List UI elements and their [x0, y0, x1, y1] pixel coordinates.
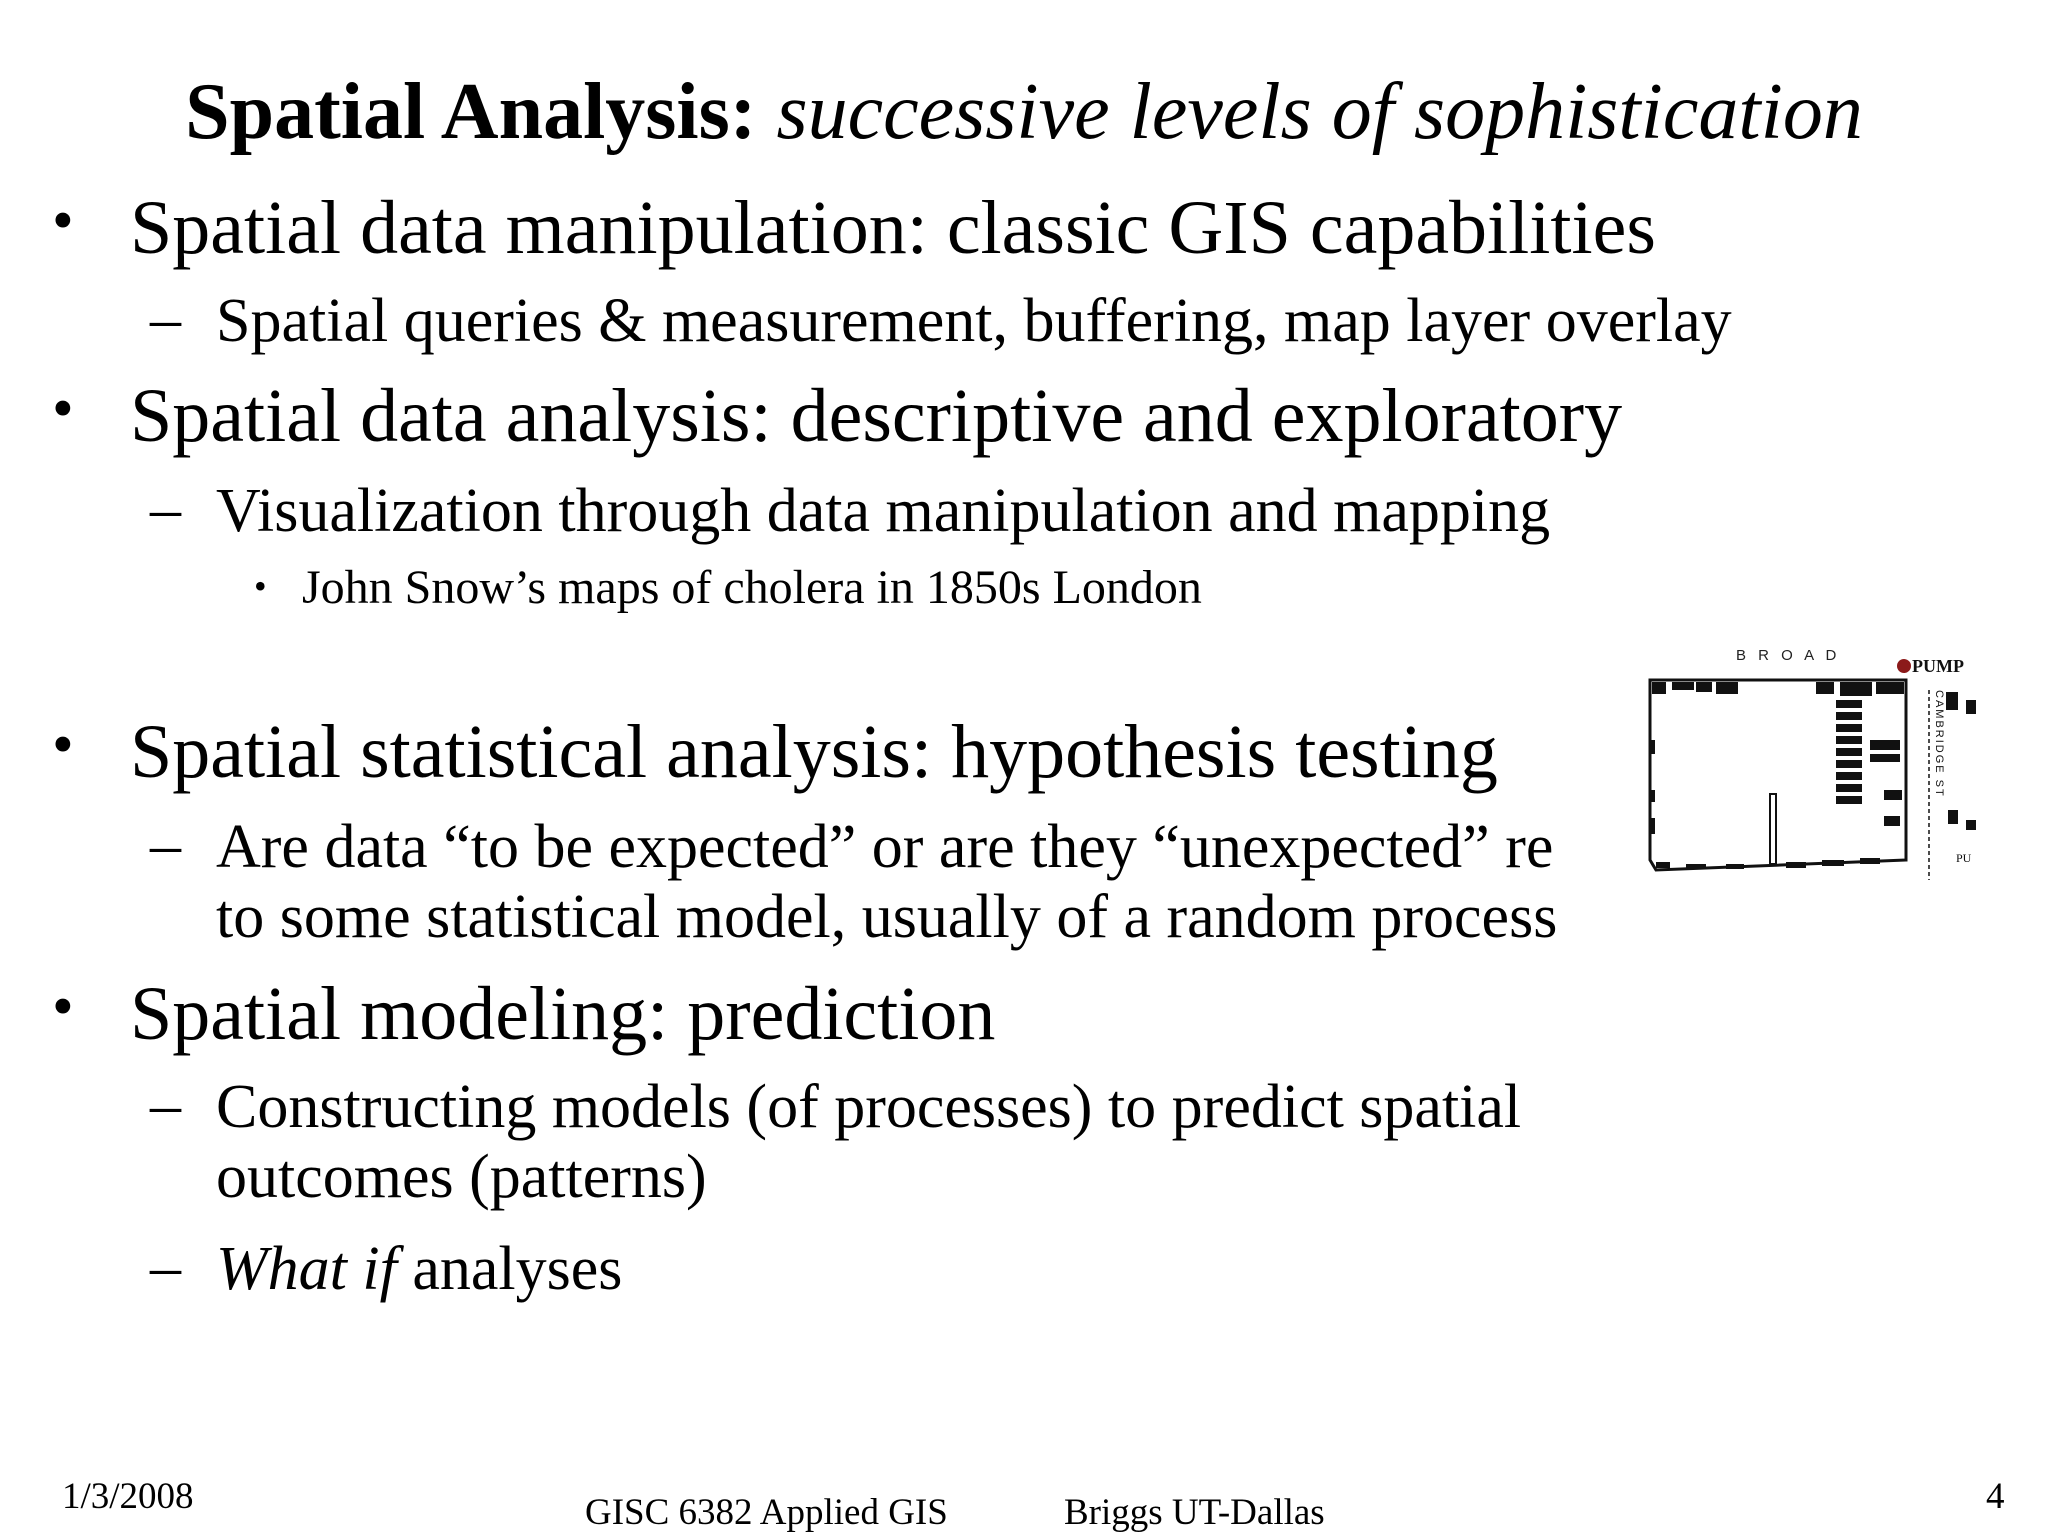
dash-mark: –	[150, 1071, 181, 1139]
sub-bullet-2-1: Visualization through data manipulation and mapping	[216, 477, 1551, 545]
dash-mark: –	[150, 475, 181, 543]
bullet-3: Spatial statistical analysis: hypothesis testing	[130, 710, 1498, 794]
sub-bullet-4-1-line1: Constructing models (of processes) to predict spatial	[216, 1073, 1522, 1141]
bullet-dot: •	[52, 375, 74, 443]
map-corner-label: PU	[1956, 851, 1972, 865]
title-bold: Spatial Analysis:	[185, 68, 757, 156]
sub-bullet-4-2	[216, 1235, 623, 1303]
footer-date: 1/3/2008	[62, 1476, 194, 1517]
title-italic: successive levels of sophistication	[776, 68, 1863, 156]
john-snow-cholera-map	[1636, 640, 1986, 880]
sub-bullet-3-1-line1: Are data “to be expected” or are they “unexpected” re	[216, 813, 1554, 881]
sub-bullet-3-1-line2: to some statistical model, usually of a random process	[216, 883, 1558, 951]
dash-mark: –	[150, 811, 181, 879]
slide-title	[0, 68, 2048, 156]
map-side-label: CAMBRIDGE ST	[1933, 690, 1945, 798]
pump-marker	[1897, 659, 1911, 673]
dash-mark: –	[150, 285, 181, 353]
what-if-italic: What if	[216, 1235, 397, 1303]
sub-bullet-4-1-line2: outcomes (patterns)	[216, 1143, 707, 1211]
map-street-label: B R O A D	[1736, 647, 1841, 664]
bullet-4: Spatial modeling: prediction	[130, 972, 996, 1056]
bullet-2: Spatial data analysis: descriptive and exploratory	[130, 374, 1623, 458]
dash-mark: –	[150, 1233, 181, 1301]
sub-sub-bullet-2-1-1: John Snow’s maps of cholera in 1850s London	[302, 561, 1202, 614]
bullet-dot: •	[52, 711, 74, 779]
footer-author: Briggs UT-Dallas	[1064, 1492, 1325, 1533]
what-if-rest: analyses	[396, 1235, 623, 1303]
sub-bullet-1-1: Spatial queries & measurement, buffering, map layer overlay	[216, 287, 1732, 355]
bullet-dot-small: •	[254, 566, 267, 606]
bullet-dot: •	[52, 973, 74, 1041]
footer-page-number: 4	[1986, 1476, 2005, 1517]
bullet-1: Spatial data manipulation: classic GIS capabilities	[130, 186, 1656, 270]
footer-course: GISC 6382 Applied GIS	[585, 1492, 948, 1533]
bullet-dot: •	[52, 187, 74, 255]
map-pump-label: PUMP	[1912, 656, 1964, 676]
